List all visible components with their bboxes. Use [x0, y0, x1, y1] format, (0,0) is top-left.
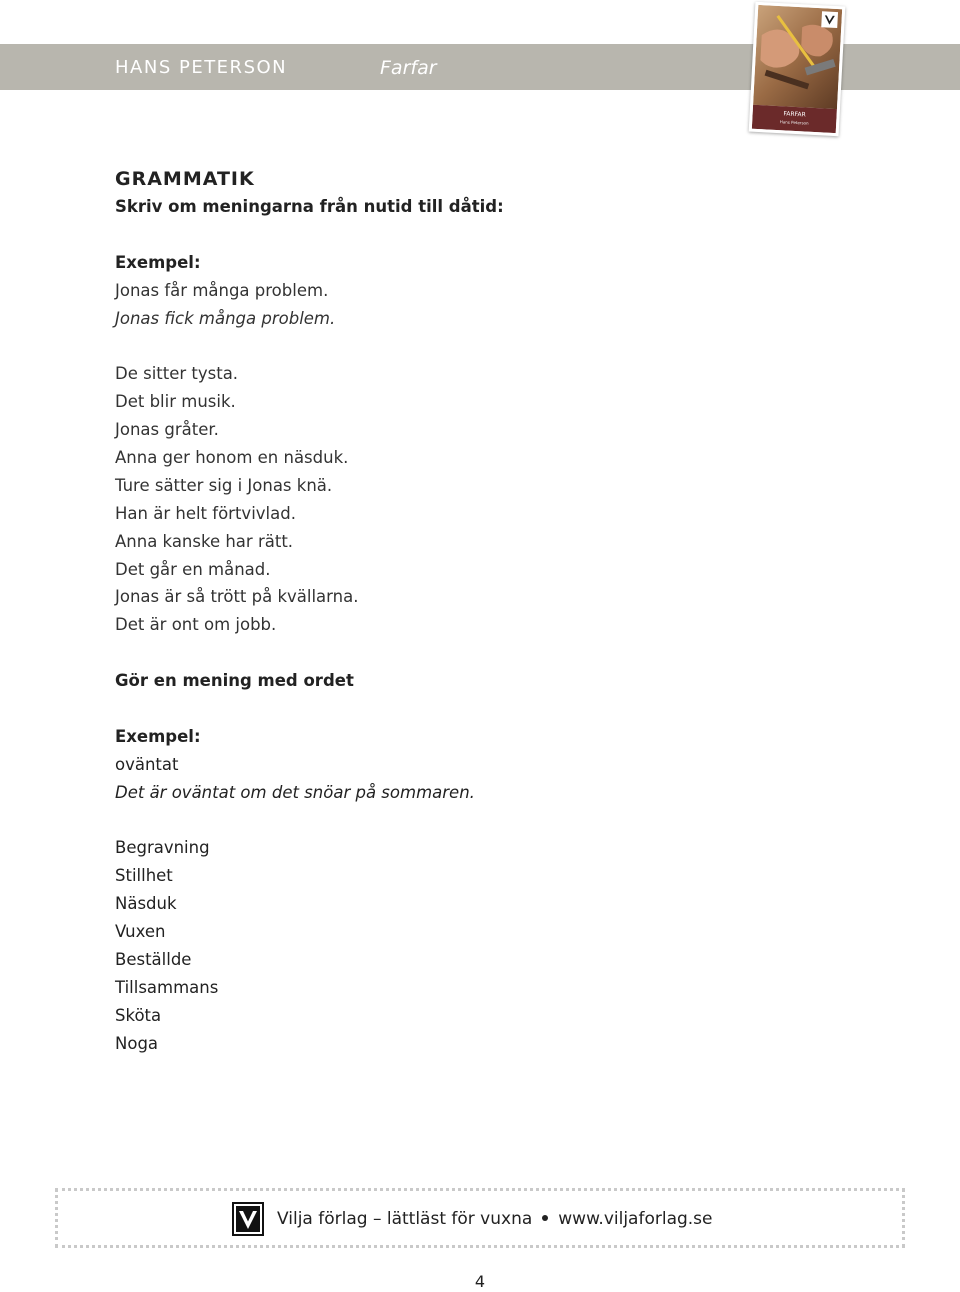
footer-text [277, 1207, 713, 1231]
word-item: Begravning [115, 838, 210, 858]
grammar-sentence: Det blir musik. [115, 392, 236, 412]
grammar-sentence: Anna ger honom en näsduk. [115, 448, 349, 468]
sentence-task-example-label: Exempel: [115, 726, 201, 746]
header-book-title: Farfar [380, 57, 437, 79]
grammar-heading: GRAMMATIK [115, 168, 255, 190]
word-item: Stillhet [115, 866, 173, 886]
cover-title: FARFAR [783, 110, 806, 119]
header-author: HANS PETERSON [115, 57, 288, 78]
grammar-sentence: Det går en månad. [115, 559, 271, 579]
vilja-v-logo-icon [232, 1202, 264, 1236]
grammar-sentence: Ture sätter sig i Jonas knä. [115, 475, 333, 495]
word-item: Vuxen [115, 922, 166, 942]
sentence-task-example-word: oväntat [115, 754, 179, 774]
footer-publisher: Vilja förlag – lättläst för vuxna [277, 1209, 533, 1229]
grammar-instruction: Skriv om meningarna från nutid till dåtid: [115, 197, 504, 216]
sentence-task-example-sentence: Det är oväntat om det snöar på sommaren. [115, 782, 475, 802]
book-cover-image [749, 2, 846, 137]
cover-author: Hans Peterson [779, 119, 809, 126]
sentence-task-instruction: Gör en mening med ordet [115, 671, 354, 691]
grammar-example-past: Jonas fick många problem. [115, 308, 336, 328]
grammar-sentence: Anna kanske har rätt. [115, 531, 294, 551]
page-number: 4 [474, 1272, 486, 1291]
grammar-sentence: Han är helt förtvivlad. [115, 503, 296, 523]
worksheet-content [115, 165, 875, 1058]
word-list [115, 834, 875, 1057]
word-item: Tillsammans [115, 977, 219, 997]
word-item: Sköta [115, 1005, 162, 1025]
grammar-example-present: Jonas får många problem. [115, 280, 329, 300]
grammar-sentence: De sitter tysta. [115, 364, 239, 384]
grammar-sentence: Det är ont om jobb. [115, 615, 277, 635]
grammar-example-label: Exempel: [115, 252, 201, 272]
word-item: Noga [115, 1033, 159, 1053]
grammar-sentence: Jonas är så trött på kvällarna. [115, 587, 359, 607]
word-item: Beställde [115, 950, 192, 970]
grammar-sentence: Jonas gråter. [115, 420, 219, 440]
bullet-icon [542, 1215, 548, 1221]
grammar-sentence-list [115, 360, 875, 639]
book-cover-illustration [752, 5, 842, 133]
word-item: Näsduk [115, 894, 177, 914]
footer-website-link[interactable]: www.viljaforlag.se [558, 1209, 713, 1229]
